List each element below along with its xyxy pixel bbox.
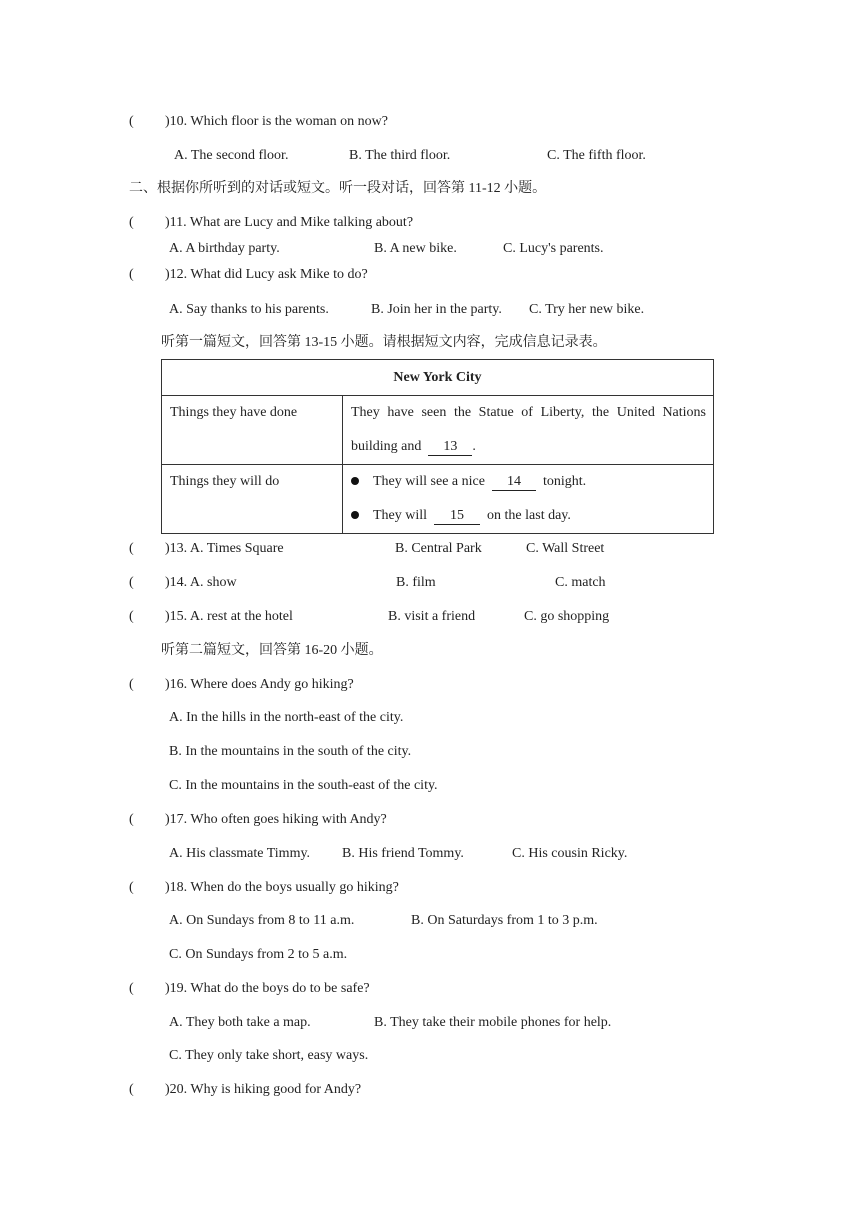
q14-option-b: B. film (396, 575, 436, 590)
q13-option-b: B. Central Park (395, 541, 482, 556)
q18-option-c: C. On Sundays from 2 to 5 a.m. (169, 947, 348, 962)
q17-option-b: B. His friend Tommy. (342, 846, 464, 861)
q10-option-a: A. The second floor. (174, 148, 289, 163)
passage-1-instruction: 听第一篇短文，回答第 13-15 小题。请根据短文内容，完成信息记录表。 (161, 335, 607, 350)
answer-paren: ( (129, 114, 134, 129)
answer-paren: ( (129, 609, 134, 624)
q12-option-b: B. Join her in the party. (371, 302, 502, 317)
q16-option-c: C. In the mountains in the south-east of the city. (169, 778, 438, 793)
answer-paren: ( (129, 1082, 134, 1097)
q11-option-b: B. A new bike. (374, 241, 457, 256)
row-content-will-do: They will see a nice 14 tonight. They will 15 on the last day. (343, 465, 714, 534)
blank-14: 14 (492, 474, 536, 491)
answer-paren: ( (129, 981, 134, 996)
q18-option-b: B. On Saturdays from 1 to 3 p.m. (411, 913, 598, 928)
answer-paren: ( (129, 215, 134, 230)
question-14-stem: )14. A. show (165, 575, 237, 590)
q16-option-a: A. In the hills in the north-east of the city. (169, 710, 404, 725)
question-10-stem: )10. Which floor is the woman on now? (165, 114, 388, 129)
q17-option-a: A. His classmate Timmy. (169, 846, 311, 861)
question-12-stem: )12. What did Lucy ask Mike to do? (165, 267, 368, 282)
answer-paren: ( (129, 267, 134, 282)
bullet-icon (351, 511, 359, 519)
question-15-stem: )15. A. rest at the hotel (165, 609, 293, 624)
section-2-instruction: 二、根据你所听到的对话或短文。听一段对话，回答第 11-12 小题。 (129, 181, 547, 196)
q19-option-a: A. They both take a map. (169, 1015, 311, 1030)
question-17-stem: )17. Who often goes hiking with Andy? (165, 812, 387, 827)
info-record-table (161, 359, 714, 534)
q15-option-b: B. visit a friend (388, 609, 476, 624)
question-13-stem: )13. A. Times Square (165, 541, 284, 556)
q12-option-c: C. Try her new bike. (529, 302, 645, 317)
answer-paren: ( (129, 812, 134, 827)
answer-paren: ( (129, 880, 134, 895)
q19-option-b: B. They take their mobile phones for help. (374, 1015, 612, 1030)
row-content-done: They have seen the Statue of Liberty, the United Nations building and 13 . (343, 396, 714, 465)
question-20-stem: )20. Why is hiking good for Andy? (165, 1082, 362, 1097)
q10-option-c: C. The fifth floor. (547, 148, 646, 163)
blank-15: 15 (434, 508, 480, 525)
answer-paren: ( (129, 541, 134, 556)
bullet-icon (351, 477, 359, 485)
q12-option-a: A. Say thanks to his parents. (169, 302, 329, 317)
q17-option-c: C. His cousin Ricky. (512, 846, 628, 861)
blank-13: 13 (428, 439, 472, 456)
q14-option-c: C. match (555, 575, 606, 590)
question-18-stem: )18. When do the boys usually go hiking? (165, 880, 399, 895)
table-title: New York City (162, 360, 714, 396)
q16-option-b: B. In the mountains in the south of the city. (169, 744, 412, 759)
question-16-stem: )16. Where does Andy go hiking? (165, 677, 354, 692)
q11-option-c: C. Lucy's parents. (503, 241, 604, 256)
q15-option-c: C. go shopping (524, 609, 610, 624)
q18-option-a: A. On Sundays from 8 to 11 a.m. (169, 913, 355, 928)
answer-paren: ( (129, 575, 134, 590)
row-label-done: Things they have done (162, 396, 343, 465)
q10-option-b: B. The third floor. (349, 148, 451, 163)
passage-2-instruction: 听第二篇短文，回答第 16-20 小题。 (161, 643, 383, 658)
question-11-stem: )11. What are Lucy and Mike talking about? (165, 215, 414, 230)
q11-option-a: A. A birthday party. (169, 241, 280, 256)
answer-paren: ( (129, 677, 134, 692)
question-19-stem: )19. What do the boys do to be safe? (165, 981, 370, 996)
row-label-will-do: Things they will do (162, 465, 343, 534)
q19-option-c: C. They only take short, easy ways. (169, 1048, 369, 1063)
q13-option-c: C. Wall Street (526, 541, 605, 556)
